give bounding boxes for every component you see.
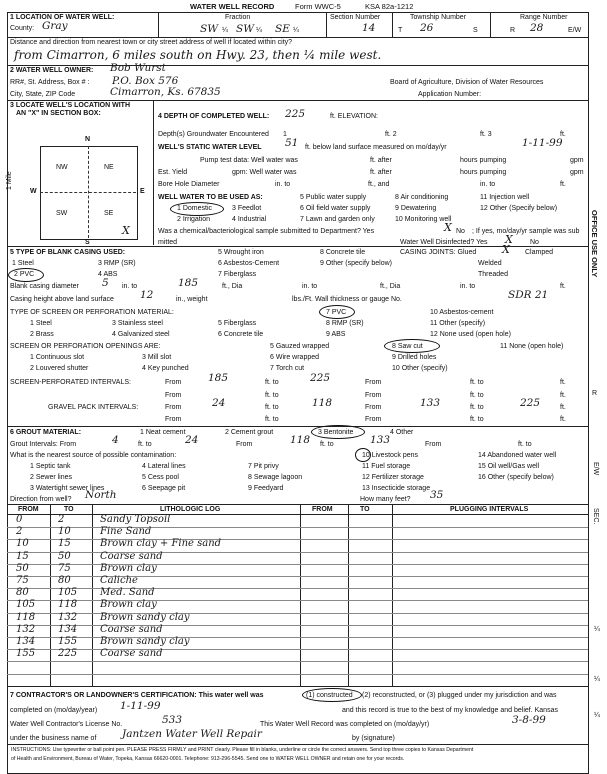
gp-ft-2: ft.	[560, 416, 566, 423]
threaded-label[interactable]: Threaded	[478, 271, 508, 278]
nw-label: NW	[56, 164, 68, 171]
license-value[interactable]: 533	[162, 714, 183, 726]
domestic-circle	[170, 202, 224, 216]
livestock-circle	[355, 448, 371, 462]
completed-label: completed on (mo/day/year)	[10, 707, 98, 714]
grout-intervals-label: Grout Intervals: From	[10, 441, 77, 448]
board-label: Board of Agriculture, Division of Water Resources	[390, 79, 544, 86]
screen-3[interactable]: 3 Stainless steel	[112, 320, 163, 327]
casing-5[interactable]: 5 Wrought iron	[218, 249, 264, 256]
sp-ft-2: ft.	[560, 392, 566, 399]
diameter-in-to: in. to	[122, 283, 138, 290]
gp-to-value-2[interactable]: 225	[520, 397, 541, 409]
gi-ft-to: ft. to	[138, 441, 152, 448]
log-row-line	[7, 576, 588, 577]
chem-question: Was a chemical/bacteriological sample submitted to Department? Yes	[158, 228, 375, 235]
log-from[interactable]: 50	[16, 563, 29, 574]
groundwater-label: Depth(s) Groundwater Encountered	[158, 131, 269, 138]
static-level-value[interactable]: 51	[285, 137, 299, 149]
gi-from-2: From	[236, 441, 253, 448]
bore-ft-and: ft., and	[368, 181, 390, 188]
log-to[interactable]: 118	[58, 599, 78, 610]
section-divider-h	[40, 192, 136, 193]
quarter-mark: ¼	[222, 27, 228, 34]
log-description[interactable]: Coarse sand	[100, 648, 163, 659]
record-completed-date[interactable]: 3-8-99	[512, 714, 546, 726]
casing-1[interactable]: 1 Steel	[12, 260, 34, 267]
welded-label[interactable]: Welded	[478, 260, 502, 267]
sp-ft-to-2: ft. to	[470, 379, 484, 386]
static-level-rest: ft. below land surface measured on mo/day/yr	[305, 144, 447, 151]
log-to[interactable]: 132	[58, 612, 78, 623]
log-description[interactable]: Fine Sand	[100, 526, 152, 537]
ne-label: NE	[104, 164, 114, 171]
grout-1[interactable]: 1 Neat cement	[140, 429, 186, 436]
gp-ft-to: ft. to	[265, 404, 279, 411]
openings-label: SCREEN OR PERFORATION OPENINGS ARE:	[10, 343, 161, 350]
margin-quarter-2: ¼	[594, 676, 600, 683]
log-to[interactable]: 225	[58, 648, 78, 659]
log-header-to-2: TO	[360, 506, 370, 513]
margin-quarter-1: ¼	[594, 626, 600, 633]
diameter-in-to-2: in. to	[302, 283, 318, 290]
opening-10[interactable]: 10 Other (specify)	[392, 365, 448, 372]
ew-value[interactable]: E/W	[568, 27, 582, 34]
use-4[interactable]: 4 Industrial	[232, 216, 267, 223]
gp-from-value-2[interactable]: 133	[420, 397, 441, 409]
ksa-number: KSA 82a-1212	[365, 2, 414, 11]
pump-test-label: Pump test data: Well water was	[200, 157, 298, 164]
log-description[interactable]: Brown clay	[100, 599, 157, 610]
log-from[interactable]: 105	[16, 599, 36, 610]
diameter-ft: ft.	[560, 283, 566, 290]
disinfected-label: Water Well Disinfected? Yes	[400, 239, 488, 246]
gp-to-value[interactable]: 118	[312, 397, 333, 409]
log-description[interactable]: Brown clay	[100, 563, 157, 574]
clamped-label[interactable]: Clamped	[525, 249, 554, 256]
log-row-line	[7, 588, 588, 589]
use-5[interactable]: 5 Public water supply	[300, 194, 367, 201]
completed-rest: and this record is true to the best of my knowledge and belief. Kansas	[342, 707, 558, 714]
screen-material-label: TYPE OF SCREEN OR PERFORATION MATERIAL:	[10, 309, 174, 316]
owner-label: 2 WATER WELL OWNER:	[10, 67, 94, 74]
use-10[interactable]: 10 Monitoring well	[395, 216, 452, 223]
location-x-mark[interactable]: X	[122, 224, 130, 237]
log-row-line	[7, 613, 588, 614]
source-3[interactable]: 3 Watertight sewer lines	[30, 485, 105, 492]
pump-after: ft. after	[370, 157, 392, 164]
gp-ft-to-4: ft. to	[470, 416, 484, 423]
mile-label: 1 Mile	[6, 171, 13, 190]
gp-from-3: From	[165, 416, 182, 423]
t-label: T	[398, 27, 403, 34]
gi-to-value-2[interactable]: 133	[370, 434, 391, 446]
diameter-to-value[interactable]: 185	[178, 277, 199, 289]
log-header-plugging: PLUGGING INTERVALS	[450, 506, 529, 513]
license-label: Water Well Contractor's License No.	[10, 721, 123, 728]
address-value[interactable]: P.O. Box 576	[112, 75, 179, 87]
log-from[interactable]: 118	[16, 612, 36, 623]
log-from[interactable]: 0	[16, 514, 23, 525]
margin-quarter-3: ¼	[594, 712, 600, 719]
s3-label-2: AN "X" IN SECTION BOX:	[16, 110, 101, 117]
screen-5[interactable]: 5 Fiberglass	[218, 320, 257, 327]
opening-6[interactable]: 6 Wire wrapped	[270, 354, 320, 361]
source-15[interactable]: 15 Oil well/Gas well	[478, 463, 540, 470]
log-description[interactable]: Med. Sand	[100, 587, 155, 598]
use-8[interactable]: 8 Air conditioning	[395, 194, 449, 201]
range-value[interactable]: 28	[530, 22, 544, 34]
sp-from-4: From	[365, 392, 382, 399]
owner-value[interactable]: Bob Wurst	[110, 62, 166, 74]
s1-label: 1 LOCATION OF WATER WELL:	[10, 14, 115, 21]
diameter-dia: ft., Dia	[222, 283, 243, 290]
source-6[interactable]: 6 Seepage pit	[142, 485, 186, 492]
quarter-mark: ¼	[293, 27, 299, 34]
weight-label: in., weight	[176, 296, 208, 303]
use-7[interactable]: 7 Lawn and garden only	[300, 216, 375, 223]
use-12[interactable]: 12 Other (Specify below)	[480, 205, 558, 212]
casing-4[interactable]: 4 ABS	[98, 271, 118, 278]
source-16[interactable]: 16 Other (specify below)	[478, 474, 554, 481]
city-value[interactable]: Cimarron, Ks. 67835	[110, 86, 221, 98]
gi-from-value[interactable]: 4	[112, 434, 119, 446]
log-row-line	[7, 674, 588, 675]
opening-3[interactable]: 3 Mill slot	[142, 354, 172, 361]
instructions-1: INSTRUCTIONS: Use typewriter or ball point pen. PLEASE PRESS FIRMLY and PRINT clearly. Please fill in blanks, underline or circle the correct answers. Send top three copies to Kansas Department	[11, 747, 474, 753]
gi-from-3: From	[425, 441, 442, 448]
township-value[interactable]: 26	[420, 22, 434, 34]
log-description[interactable]: Coarse sand	[100, 624, 163, 635]
source-1[interactable]: 1 Septic tank	[30, 463, 71, 470]
glued-x[interactable]: X	[502, 243, 510, 256]
casing-7[interactable]: 7 Fiberglass	[218, 271, 257, 278]
distance-label: Distance and direction from nearest town or city street address of well if located within city?	[10, 39, 293, 46]
screen-12[interactable]: 12 None used (open hole)	[430, 331, 511, 338]
source-4[interactable]: 4 Lateral lines	[142, 463, 186, 470]
log-to[interactable]: 155	[58, 636, 78, 647]
log-from[interactable]: 75	[16, 575, 29, 586]
direction-label: Direction from well?	[10, 496, 72, 503]
casing-2-pvc[interactable]: 2 PVC	[14, 271, 35, 278]
business-name[interactable]: Jantzen Water Well Repair	[122, 728, 262, 740]
county-value[interactable]: Gray	[42, 20, 68, 32]
diameter-dia-2: ft., Dia	[380, 283, 401, 290]
source-12[interactable]: 12 Fertilizer storage	[362, 474, 424, 481]
bore-label: Bore Hole Diameter	[158, 181, 220, 188]
diameter-label: Blank casing diameter	[10, 283, 79, 290]
grout-label: 6 GROUT MATERIAL:	[10, 429, 82, 436]
gi-to-value[interactable]: 24	[185, 434, 199, 446]
log-from[interactable]: 80	[16, 587, 29, 598]
bore-ft: ft.	[560, 181, 566, 188]
sp-from-3: From	[165, 392, 182, 399]
source-8[interactable]: 8 Sewage lagoon	[248, 474, 303, 481]
use-2[interactable]: 2 Irrigation	[177, 216, 211, 223]
height-label: Casing height above land surface	[10, 296, 114, 303]
east-label: E	[140, 188, 145, 195]
range-label: Range Number	[520, 14, 568, 21]
log-from[interactable]: 134	[16, 636, 36, 647]
section-value[interactable]: 14	[362, 22, 376, 34]
sw-label: SW	[56, 210, 68, 217]
gp-from: From	[165, 404, 182, 411]
gw-1: 1	[283, 131, 287, 138]
static-level-date[interactable]: 1-11-99	[522, 137, 563, 149]
screen-pvc-circle	[319, 305, 355, 319]
screen-11[interactable]: 11 Other (specify)	[430, 320, 486, 327]
opening-2[interactable]: 2 Louvered shutter	[30, 365, 89, 372]
log-to[interactable]: 15	[58, 538, 71, 549]
grout-4[interactable]: 4 Other	[390, 429, 414, 436]
certification-rest: (2) reconstructed, or (3) plugged under my jurisdiction and was	[362, 692, 557, 699]
yield-gpm2: gpm	[570, 169, 584, 176]
use-3[interactable]: 3 Feedlot	[232, 205, 262, 212]
quarter-3[interactable]: SE	[275, 23, 290, 35]
screen-intervals-label: SCREEN-PERFORATED INTERVALS:	[10, 379, 131, 386]
log-header-lithologic: LITHOLOGIC LOG	[160, 506, 221, 513]
sp-from-2: From	[365, 379, 382, 386]
casing-6[interactable]: 6 Asbestos-Cement	[218, 260, 280, 267]
log-from[interactable]: 15	[16, 551, 29, 562]
casing-label: 5 TYPE OF BLANK CASING USED:	[10, 249, 126, 256]
business-label: under the business name of	[10, 735, 97, 742]
fraction-label: Fraction	[225, 14, 251, 21]
log-row-line	[7, 600, 588, 601]
gi-ft-to-3: ft. to	[518, 441, 532, 448]
opening-7[interactable]: 7 Torch cut	[270, 365, 305, 372]
log-description[interactable]: Brown sandy clay	[100, 636, 190, 647]
section-label: Section Number	[330, 14, 381, 21]
casing-8[interactable]: 8 Concrete tile	[320, 249, 366, 256]
city-label: City, State, ZIP Code	[10, 91, 76, 98]
use-9[interactable]: 9 Dewatering	[395, 205, 437, 212]
source-10-livestock[interactable]: 10 Livestock pens	[362, 452, 419, 459]
casing-9[interactable]: 9 Other (specify below)	[320, 260, 392, 267]
south-label: S	[85, 239, 90, 246]
sp-ft-to-3: ft. to	[265, 392, 279, 399]
se-label: SE	[104, 210, 114, 217]
s-label: S	[473, 27, 478, 34]
sp-to-value[interactable]: 225	[310, 372, 331, 384]
gp-ft-to-2: ft. to	[470, 404, 484, 411]
bentonite-circle	[311, 425, 365, 439]
margin-r: R	[592, 390, 598, 397]
elevation-label: ft. ELEVATION:	[330, 113, 378, 120]
disinfected-yes-x[interactable]: X	[505, 233, 513, 246]
form-number: Form WWC-5	[295, 2, 341, 11]
contamination-label: What is the nearest source of possible contamination:	[10, 452, 177, 459]
screen-1[interactable]: 1 Steel	[30, 320, 52, 327]
quarter-2[interactable]: SW	[236, 23, 254, 35]
source-14[interactable]: 14 Abandoned water well	[478, 452, 557, 459]
log-description[interactable]: Sandy Topsoil	[100, 514, 171, 525]
county-label: County:	[10, 25, 35, 32]
certification-label: 7 CONTRACTOR'S OR LANDOWNER'S CERTIFICATION: This water well was	[10, 692, 264, 699]
log-header-from-2: FROM	[312, 506, 333, 513]
quarter-mark: ¼	[256, 27, 262, 34]
log-description[interactable]: Coarse sand	[100, 551, 163, 562]
log-row-line	[7, 625, 588, 626]
log-row-line	[7, 552, 588, 553]
wall-thickness-label: lbs./Ft. Wall thickness or gauge No.	[292, 296, 402, 303]
grout-3-bentonite[interactable]: 3 Bentonite	[318, 429, 354, 436]
record-completed-label: This Water Well Record was completed on (mo/day/yr)	[260, 721, 430, 728]
height-value[interactable]: 12	[140, 289, 154, 301]
constructed-circle	[302, 688, 362, 702]
sp-ft: ft.	[560, 379, 566, 386]
log-header-from: FROM	[18, 506, 39, 513]
yield-label: Est. Yield	[158, 169, 188, 176]
gw-3: ft. 3	[480, 131, 492, 138]
opening-5[interactable]: 5 Gauzed wrapped	[270, 343, 330, 350]
log-from[interactable]: 132	[16, 624, 36, 635]
opening-11[interactable]: 11 None (open hole)	[500, 343, 564, 350]
pvc-circle	[8, 268, 44, 282]
constructed-option[interactable]: (1) constructed	[306, 692, 353, 699]
office-use-label: OFFICE USE ONLY	[590, 210, 599, 278]
west-label: W	[30, 188, 37, 195]
yield-hours: hours pumping	[460, 169, 507, 176]
use-1-domestic[interactable]: 1 Domestic	[177, 205, 213, 212]
margin-ew: E/W	[592, 462, 599, 476]
bore-in-to: in. to	[275, 181, 291, 188]
form-title: WATER WELL RECORD	[190, 2, 275, 11]
depth-value[interactable]: 225	[285, 108, 306, 120]
signature-label: by (signature)	[352, 735, 395, 742]
use-6[interactable]: 6 Oil field water supply	[300, 205, 371, 212]
gauge-value[interactable]: SDR 21	[508, 289, 549, 301]
log-from[interactable]: 2	[16, 526, 23, 537]
yield-after: ft. after	[370, 169, 392, 176]
screen-9[interactable]: 9 ABS	[326, 331, 346, 338]
grout-2[interactable]: 2 Cement grout	[225, 429, 274, 436]
screen-7-pvc[interactable]: 7 PVC	[326, 309, 347, 316]
bore-in-to-2: in. to	[480, 181, 496, 188]
instructions-2: of Health and Environment, Bureau of Water, Topeka, Kansas 66620-0001. Telephone: 913-296-5545. Send one to WATER WELL OWNER and retain one for your records.	[11, 756, 405, 762]
gi-from-value-2[interactable]: 118	[290, 434, 311, 446]
source-2[interactable]: 2 Sewer lines	[30, 474, 73, 481]
opening-1[interactable]: 1 Continuous slot	[30, 354, 85, 361]
static-level-label: WELL'S STATIC WATER LEVEL	[158, 144, 262, 151]
chem-rest: ; If yes, mo/day/yr sample was sub	[472, 228, 580, 235]
use-11[interactable]: 11 Injection well	[480, 194, 530, 201]
gp-from-2: From	[365, 404, 382, 411]
log-row-line	[7, 661, 588, 662]
joints-label: CASING JOINTS: Glued	[400, 249, 477, 256]
gw-ft: ft.	[560, 131, 566, 138]
quarter-1[interactable]: SW	[200, 23, 218, 35]
screen-8[interactable]: 8 RMP (SR)	[326, 320, 364, 327]
r-label: R	[510, 27, 516, 34]
log-row-line	[7, 527, 588, 528]
log-from[interactable]: 155	[16, 648, 36, 659]
log-to[interactable]: 2	[58, 514, 65, 525]
completed-date[interactable]: 1-11-99	[120, 700, 161, 712]
yield-gpm: gpm: Well water was	[232, 169, 297, 176]
gw-2: ft. 2	[385, 131, 397, 138]
gi-ft-to-2: ft. to	[320, 441, 334, 448]
log-header-to: TO	[64, 506, 74, 513]
log-description[interactable]: Caliche	[100, 575, 138, 586]
log-to[interactable]: 134	[58, 624, 78, 635]
sp-ft-to: ft. to	[265, 379, 279, 386]
township-label: Township Number	[410, 14, 467, 21]
chem-no-x[interactable]: X	[444, 221, 452, 234]
margin-sec: SEC.	[592, 508, 599, 525]
diameter-value[interactable]: 5	[102, 277, 109, 289]
log-description[interactable]: Brown clay + Fine sand	[100, 538, 222, 549]
log-row-line	[7, 649, 588, 650]
log-row-line	[7, 637, 588, 638]
log-to[interactable]: 105	[58, 587, 78, 598]
gp-from-value[interactable]: 24	[212, 397, 226, 409]
log-to[interactable]: 50	[58, 551, 71, 562]
address-label: RR#, St. Address, Box # :	[10, 79, 90, 86]
pump-hours: hours pumping	[460, 157, 507, 164]
sp-ft-to-4: ft. to	[470, 392, 484, 399]
log-from[interactable]: 10	[16, 538, 29, 549]
distance-value[interactable]: from Cimarron, 6 miles south on Hwy. 23, then ¼ mile west.	[14, 48, 382, 62]
sp-from: From	[165, 379, 182, 386]
mitted-label: mitted	[158, 239, 178, 246]
gp-from-4: From	[365, 416, 382, 423]
feet-label: How many feet?	[360, 496, 411, 503]
direction-value[interactable]: North	[85, 489, 117, 501]
log-to[interactable]: 80	[58, 575, 71, 586]
diameter-in-to-3: in. to	[460, 283, 476, 290]
log-description[interactable]: Brown sandy clay	[100, 612, 190, 623]
saw-cut-circle	[384, 339, 440, 353]
screen-10[interactable]: 10 Asbestos-cement	[430, 309, 494, 316]
north-label: N	[85, 136, 91, 143]
chem-no: No	[456, 228, 465, 235]
opening-4[interactable]: 4 Key punched	[142, 365, 189, 372]
depth-label: 4 DEPTH OF COMPLETED WELL:	[158, 113, 270, 120]
screen-4[interactable]: 4 Galvanized steel	[112, 331, 170, 338]
gp-ft: ft.	[560, 404, 566, 411]
casing-3[interactable]: 3 RMP (SR)	[98, 260, 136, 267]
opening-9[interactable]: 9 Drilled holes	[392, 354, 437, 361]
source-11[interactable]: 11 Fuel storage	[362, 463, 411, 470]
log-to[interactable]: 75	[58, 563, 71, 574]
pump-gpm: gpm	[570, 157, 584, 164]
form-frame	[7, 12, 589, 774]
screen-2[interactable]: 2 Brass	[30, 331, 54, 338]
source-5[interactable]: 5 Cess pool	[142, 474, 179, 481]
gravel-pack-label: GRAVEL PACK INTERVALS:	[48, 404, 139, 411]
source-9[interactable]: 9 Feedyard	[248, 485, 284, 492]
opening-8-saw-cut[interactable]: 8 Saw cut	[392, 343, 423, 350]
disinfected-no: No	[530, 239, 539, 246]
feet-value[interactable]: 35	[430, 489, 444, 501]
source-7[interactable]: 7 Pit privy	[248, 463, 279, 470]
log-to[interactable]: 10	[58, 526, 71, 537]
gp-ft-to-3: ft. to	[265, 416, 279, 423]
screen-6[interactable]: 6 Concrete tile	[218, 331, 264, 338]
application-number-label: Application Number:	[418, 91, 482, 98]
log-row-line	[7, 564, 588, 565]
use-label: WELL WATER TO BE USED AS:	[158, 194, 263, 201]
s3-label: 3 LOCATE WELL'S LOCATION WITH	[10, 102, 131, 109]
source-13[interactable]: 13 Insecticide storage	[362, 485, 431, 492]
sp-from-value[interactable]: 185	[208, 372, 229, 384]
log-row-line	[7, 539, 588, 540]
